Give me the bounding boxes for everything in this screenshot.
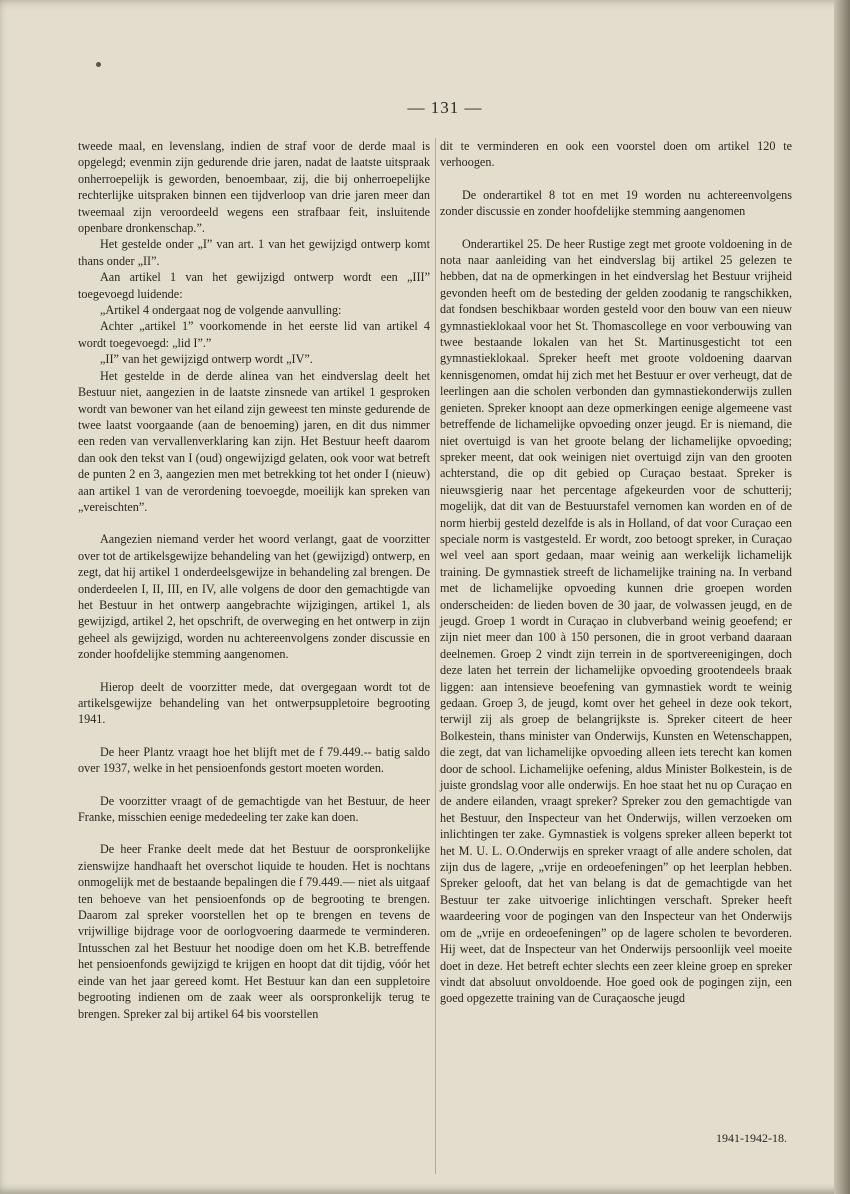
right-column bbox=[440, 138, 792, 1007]
paragraph: Het gestelde in de derde alinea van het eindverslag deelt het Bestuur niet, aangezien in de laatste zinsnede van artikel 1 gesproken wordt van bewoner van het eiland zijn geweest ten minste gedurende de twee laatst voorgaande (aan de benoeming) jaren, en dit dus nimmer een reden van vervallenverklaring kan zijn. Het Bestuur heeft daarom dan ook den tekst van I (oud) ongewijzigd gelaten, ook voor wat betreft de punten 2 en 3, aangezien men met betrekking tot het onder I (nieuw) aan artikel 1 van de verordening toevoegde, moeilijk kan spreken van „vereischten”. bbox=[78, 368, 430, 514]
paragraph: Hierop deelt de voorzitter mede, dat overgegaan wordt tot de artikelsgewijze behandeling van het ontwerpsuppletoire begrooting 1941. bbox=[78, 679, 430, 727]
paragraph: Achter „artikel 1” voorkomende in het eerste lid van artikel 4 wordt toegevoegd: „lid I”.” bbox=[78, 319, 430, 350]
ink-dot bbox=[96, 62, 101, 67]
paragraph: De onderartikel 8 tot en met 19 worden nu achtereenvolgens zonder discussie en zonder hoofdelijke stemming aangenomen bbox=[440, 187, 792, 219]
paragraph: dit te verminderen en ook een voorstel doen om artikel 120 te verhoogen. bbox=[440, 139, 792, 170]
paragraph: „II” van het gewijzigd ontwerp wordt „IV”. bbox=[100, 352, 313, 367]
paragraph: De heer Plantz vraagt hoe het blijft met de f 79.449.-- batig saldo over 1937, welke in het pensioenfonds gestort moeten worden. bbox=[78, 744, 430, 776]
paragraph: tweede maal, en levenslang, indien de straf voor de derde maal is opgelegd; evenmin zijn gedurende drie jaren, nadat de laatste uitspraak onherroepelijk is geworden, benoembaar, zij, die bij onherroepelijke rechterlijke uitspraken binnen een tijdverloop van drie jaren meer dan tweemaal zijn veroordeeld wegens een strafbaar feit, insluitende openbare dronkenschap.”. bbox=[78, 139, 430, 236]
paragraph: De heer Franke deelt mede dat het Bestuur de oorspronkelijke zienswijze handhaaft het overschot liquide te houden. Het is nochtans onmogelijk met de bestaande bepalingen die f 79.449.— niet als uitgaaf ten behoeve van het pensioenfonds op de begrooting te brengen. Daarom zal spreker voorstellen het op te brengen en tevens de vrijwillige bijdrage voor de oorlogvoering daarmede te verminderen. Intusschen zal het Bestuur het noodige doen om het K.B. betreffende het pensioenfonds gewijzigd te krijgen en hoopt dat dit tijdig, vóór het einde van het jaar gereed komt. Het Bestuur kan dan een suppletoire begrooting indienen om de zaak weer als oorspronkelijk terug te brengen. Spreker zal bij artikel 64 bis voorstellen bbox=[78, 842, 430, 1021]
paragraph: „Artikel 4 ondergaat nog de volgende aanvulling: bbox=[100, 303, 342, 318]
left-column bbox=[78, 138, 430, 1022]
page-number: — 131 — bbox=[407, 98, 483, 117]
paragraph: Aan artikel 1 van het gewijzigd ontwerp wordt een „III” toegevoegd luidende: bbox=[78, 270, 430, 301]
footer-reference: 1941-1942-18. bbox=[716, 1131, 787, 1145]
paragraph: Het gestelde onder „I” van art. 1 van het gewijzigd ontwerp komt thans onder „II”. bbox=[78, 237, 430, 268]
paragraph: Aangezien niemand verder het woord verlangt, gaat de voorzitter over tot de artikelsgewijze behandeling van het (gewijzigd) ontwerp, en zegt, dat hij artikel 1 onderdeelsgewijze in behandeling zal brengen. De onderdeelen I, II, III, en IV, alle volgens de door den gemachtigde van het Bestuur in het ontwerp aangebrachte wijzigingen, artikel 1, als gewijzigd, artikel 2, het opschrift, de overweging en het ontwerp in zijn geheel als gewijzigd, worden nu achtereenvolgens zonder discussie en zonder hoofdelijke stemming aangenomen. bbox=[78, 532, 430, 662]
column-divider bbox=[435, 138, 436, 1174]
paragraph: Onderartikel 25. De heer Rustige zegt met groote voldoening in de nota naar aanleiding van het eindverslag bij artikel 25 gelezen te hebben, dat na de opmerkingen in het eindverslag het Bestuur vrijheid gevonden heeft om de besteding der gelden zoodanig te rangschikken, dat fondsen beschikbaar worden gesteld voor den bouw van een nieuw gymnastieklokaal voor het St. Thomascollege en voor verbouwing van twee bestaande lokalen van het St. Martinusgesticht tot een gymnastieklokaal. Spreker heeft met groote voldoening daarvan kennisgenomen, omdat hij zich met het Bestuur er over verheugt, dat de leerlingen aan die scholen verbonden dan gymnastiekonderwijs zullen genieten. Spreker knoopt aan deze opmerkingen eenige algemeene vast betreffende de lichamelijke opvoeding onzer jeugd. Er is niemand, die niet overtuigd is van het groote belang der lichamelijke opvoeding; spreker meent, dat ook weinigen niet overtuigd zijn van den grooten achterstand, die op dit gebied op Curaçao bestaat. Spreker is nieuwsgierig naar het percentage afgekeurden voor de schutterij; mogelijk, dat dit van de Bestuurstafel vernomen kan worden en of de norm hierbij gesteld dezelfde is als in Holland, of dat voor Curaçao een speciale norm is vastgesteld. Er wordt, zoo betoogt spreker, in Curaçao wel veel aan sport gedaan, maar weinig aan werkelijk lichamelijk training. De gymnastiek streeft de lichamelijke training na. In verband met de lichamelijke opvoeding kunnen drie groepen worden onderscheiden: de lieden boven de 30 jaar, de volwassen jeugd, en de jeugd. Groep 1 wordt in Curaçao in clubverband weinig geoefend; er zijn niet meer dan 100 à 150 personen, die in groot verband daaraan deelnemen. Groep 2 vindt zijn terrein in de sportvereenigingen, doch deze laten het terrein der lichamelijke opvoeding grootendeels braak liggen: aan intensieve beoefening van gymnastiek wordt te weinig gedaan. Groep 3, de jeugd, komt over het geheel in deze ook tekort, terwijl zij als groep de belangrijkste is. Spreker citeert de heer Bolkestein, thans minister van Onderwijs, Kunsten en Wetenschappen, die zegt, dat van lichamelijke opvoeding alleen iets terecht kan komen door de school. Lichamelijke oefening, aldus Minister Bolkestein, is de juiste grondslag voor alle onderwijs. En hoe staat het nu op Curaçao en de andere eilanden, vraagt spreker? Spreker zou den gemachtigde van het Bestuur, den Inspecteur van het Onderwijs, willen verzoeken om inlichtingen ter zake. Gymnastiek is volgens spreker alleen beperkt tot het M. U. L. O.Onderwijs en spreker vraagt of alle andere scholen, dat zijn dus de lagere, „vrije en ordeoefeningen” op het leerplan hebben. Spreker gelooft, dat het van belang is dat de gemachtigde van het Bestuur ter zake uitvoerige inlichtingen verschaft. Spreker heeft waardeering voor de pogingen van den Inspecteur van het Onderwijs om de „vrije en ordeoefeningen” op de lagere scholen te bevorderen. Hij weet, dat de Inspecteur van het Onderwijs persoonlijk veel moeite doet in deze. Het betreft echter slechts een zeer kleine groep en spreker vindt dat absoluut onvoldoende. Hoe goed ook de pogingen zijn, een goed opgezette training van de Curaçaosche jeugd bbox=[440, 236, 792, 1006]
paragraph: De voorzitter vraagt of de gemachtigde van het Bestuur, de heer Franke, misschien eenige mededeeling ter zake kan doen. bbox=[78, 793, 430, 825]
page-edge-shadow bbox=[834, 0, 850, 1194]
